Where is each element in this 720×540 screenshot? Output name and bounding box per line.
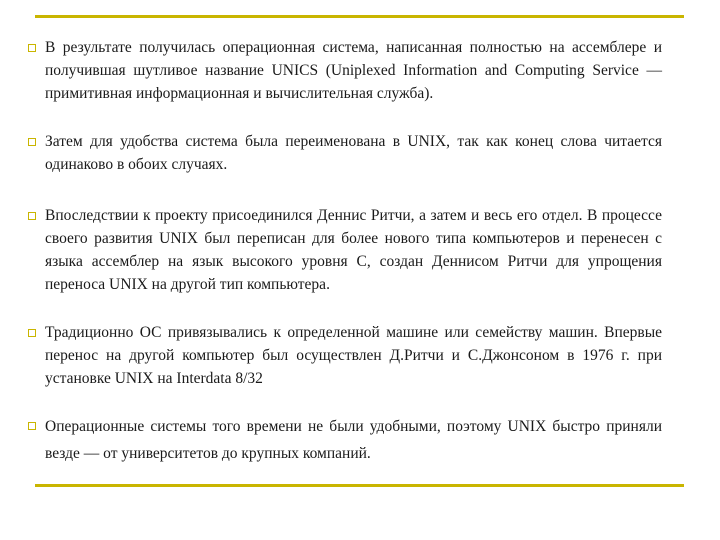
top-divider <box>35 15 684 18</box>
bullet-square-icon <box>28 329 36 337</box>
paragraph-adoption: Операционные системы того времени не были удобными, поэтому UNIX быстро приняли везде — от университетов до крупных компаний. <box>45 418 662 462</box>
bullet-square-icon <box>28 44 36 52</box>
paragraph-porting: Традиционно ОС привязывались к определенной машине или семейству машин. Впервые перенос на другой компьютер был осуществлен Д.Ритчи и С.Джонсоном в 1976 г. при установке UNIX на Interdata 8/32 <box>45 324 662 387</box>
paragraph-rename-unix: Затем для удобства система была переименована в UNIX, так как конец слова читается одинаково в обоих случаях. <box>45 133 662 173</box>
paragraph-ritchie: Впоследствии к проекту присоединился Деннис Ритчи, а затем и весь его отдел. В процессе своего развития UNIX был переписан для более нового типа компьютеров и перенесен с языка ассемблер на язык высокого уровня С, создан Деннисом Ритчи для упрощения переноса UNIX на другой тип компьютера. <box>45 207 662 293</box>
paragraph-unics: В результате получилась операционная система, написанная полностью на ассемблере и получившая шутливое название UNICS (Uniplexed Information and Computing Service — примитивная информационная и вычислительная служба). <box>45 39 662 102</box>
bullet-square-icon <box>28 422 36 430</box>
bullet-square-icon <box>28 138 36 146</box>
bullet-square-icon <box>28 212 36 220</box>
bottom-divider <box>35 484 684 487</box>
